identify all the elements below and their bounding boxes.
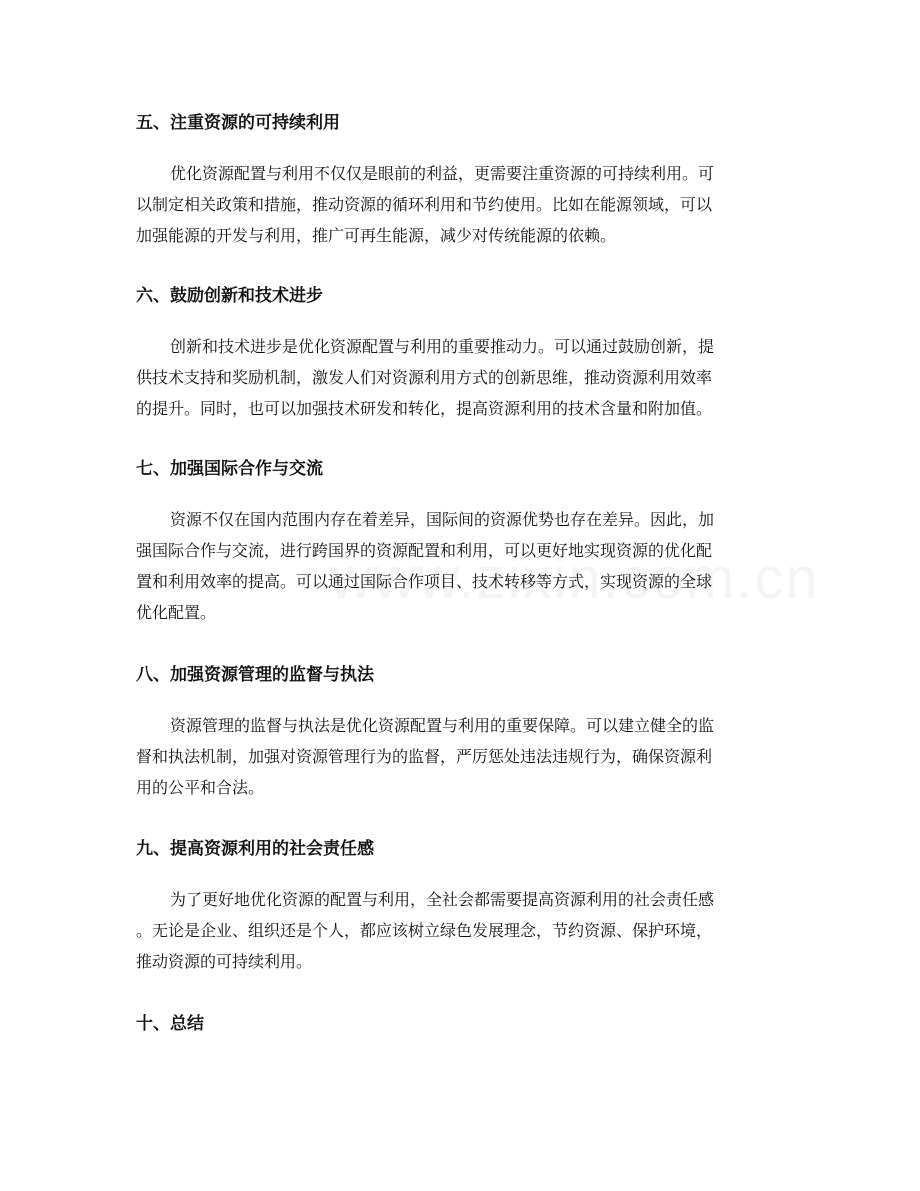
paragraph-line: 创新和技术进步是优化资源配置与利用的重要推动力。可以通过鼓励创新，提 xyxy=(170,337,715,356)
paragraph-line: 推动资源的可持续利用。 xyxy=(136,952,313,971)
section-paragraph-6 xyxy=(136,331,786,424)
paragraph-line: 以制定相关政策和措施，推动资源的循环利用和节约使用。比如在能源领域，可以 xyxy=(136,195,713,214)
section-heading-6: 六、鼓励创新和技术进步 xyxy=(136,286,323,306)
section-paragraph-7 xyxy=(136,504,786,628)
section-heading-9: 九、提高资源利用的社会责任感 xyxy=(136,839,374,859)
paragraph-line: 加强能源的开发与利用，推广可再生能源，减少对传统能源的依赖。 xyxy=(136,226,617,245)
section-heading-8: 八、加强资源管理的监督与执法 xyxy=(136,665,374,685)
paragraph-line: 用的公平和合法。 xyxy=(136,778,265,797)
paragraph-line: 的提升。同时，也可以加强技术研发和转化，提高资源利用的技术含量和附加值。 xyxy=(136,399,713,418)
paragraph-line: 优化配置。 xyxy=(136,603,217,622)
paragraph-line: 资源不仅在国内范围内存在着差异，国际间的资源优势也存在差异。因此，加 xyxy=(170,510,715,529)
paragraph-line: 。无论是企业、组织还是个人，都应该树立绿色发展理念，节约资源、保护环境， xyxy=(136,921,713,940)
paragraph-line: 督和执法机制，加强对资源管理行为的监督，严厉惩处违法违规行为，确保资源利 xyxy=(136,747,713,766)
section-paragraph-8 xyxy=(136,710,786,803)
section-heading-5: 五、注重资源的可持续利用 xyxy=(136,113,340,133)
section-heading-7: 七、加强国际合作与交流 xyxy=(136,459,323,479)
paragraph-line: 资源管理的监督与执法是优化资源配置与利用的重要保障。可以建立健全的监 xyxy=(170,716,715,735)
section-paragraph-9 xyxy=(136,884,786,977)
paragraph-line: 强国际合作与交流，进行跨国界的资源配置和利用，可以更好地实现资源的优化配 xyxy=(136,541,713,560)
section-heading-10: 十、总结 xyxy=(136,1014,204,1034)
paragraph-line: 供技术支持和奖励机制，激发人们对资源利用方式的创新思维，推动资源利用效率 xyxy=(136,368,713,387)
section-paragraph-5 xyxy=(136,158,786,251)
paragraph-line: 为了更好地优化资源的配置与利用，全社会都需要提高资源利用的社会责任感 xyxy=(170,890,715,909)
paragraph-line: 优化资源配置与利用不仅仅是眼前的利益，更需要注重资源的可持续利用。可 xyxy=(170,164,715,183)
paragraph-line: 置和利用效率的提高。可以通过国际合作项目、技术转移等方式，实现资源的全球 xyxy=(136,572,713,591)
